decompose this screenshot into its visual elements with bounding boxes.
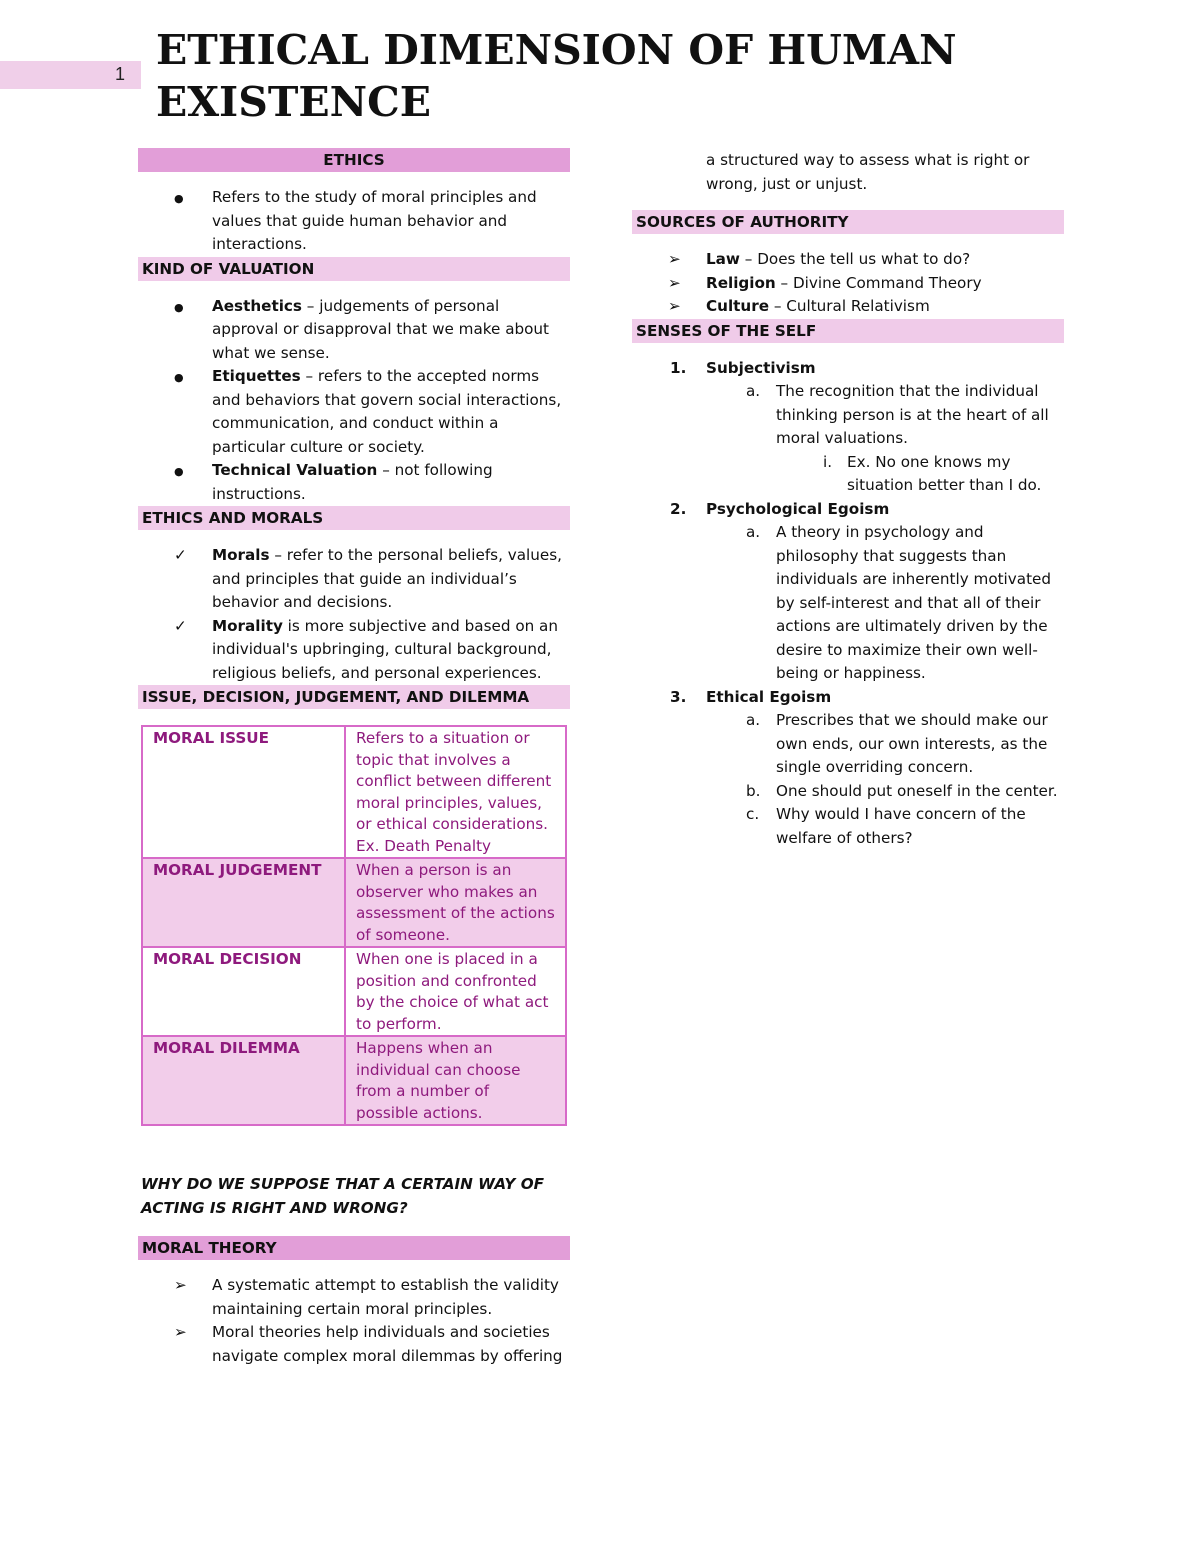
list-item: 1. Subjectivism a. The recognition that the individual thinking person is at the heart of all moral valuations. i. Ex. No one knows my situation better than I do. xyxy=(632,357,1064,498)
list-item: ● Technical Valuation – not following instructions. xyxy=(138,459,570,506)
section-heading-self: SENSES OF THE SELF xyxy=(632,319,1064,343)
table-row xyxy=(142,1036,566,1125)
list-item: ➢ Religion – Divine Command Theory xyxy=(632,272,1064,296)
sub-list xyxy=(706,521,1064,686)
page-number-tab xyxy=(0,61,141,89)
bullet-icon xyxy=(174,459,194,484)
list-item: c. Why would I have concern of the welfare of others? xyxy=(746,805,1026,847)
section-heading-valuation: KIND OF VALUATION xyxy=(138,257,570,281)
authority-list xyxy=(632,248,1064,319)
checkmark-icon xyxy=(174,544,194,568)
bullet-icon xyxy=(174,295,194,320)
question-text: WHY DO WE SUPPOSE THAT A CERTAIN WAY OF ACTING IS RIGHT AND WRONG? xyxy=(141,1175,544,1217)
ethics-list xyxy=(138,186,570,257)
table-cell-term: MORAL DILEMMA xyxy=(142,1036,345,1125)
table-cell-term: MORAL DECISION xyxy=(142,947,345,1036)
list-item: a. A theory in psychology and philosophy that suggests than individuals are inherently motivated by self-interest and that all of their actions are ultimately driven by the desire to maximize their own well-being or happiness. xyxy=(746,523,1052,682)
moral-theory-list xyxy=(138,1274,570,1368)
table-cell-term: MORAL ISSUE xyxy=(142,726,345,858)
sub-list xyxy=(706,709,1064,850)
list-item: i. Ex. No one knows my situation better than I do. xyxy=(823,452,1042,494)
table-row xyxy=(142,858,566,947)
list-item: b. One should put oneself in the center. xyxy=(746,781,1058,800)
list-item: ➢ Culture – Cultural Relativism xyxy=(632,295,1064,319)
section-heading-moral-theory: MORAL THEORY xyxy=(138,1236,570,1260)
checkmark-icon xyxy=(174,615,194,639)
table-cell-desc: Happens when an individual can choose from a number of possible actions. xyxy=(345,1036,566,1125)
moral-theory-continuation: a structured way to assess what is right or wrong, just or unjust. xyxy=(706,151,1030,193)
ethics-morals-list xyxy=(138,544,570,685)
bullet-icon xyxy=(174,186,194,211)
table-row xyxy=(142,726,566,858)
table-cell-desc: When one is placed in a position and confronted by the choice of what act to perform. xyxy=(345,947,566,1036)
moral-terms-table xyxy=(141,725,567,1126)
list-item: a. The recognition that the individual thinking person is at the heart of all moral valuations. i. Ex. No one knows my situation better than I do. xyxy=(706,380,1064,498)
right-column xyxy=(632,149,1064,850)
sub-sub-list xyxy=(776,451,1064,498)
arrow-bullet-icon xyxy=(668,248,688,272)
table-cell-desc: Refers to a situation or topic that involves a conflict between different moral principles, values, or ethical considerations. Ex. Death Penalty xyxy=(345,726,566,858)
list-item: 2. Psychological Egoism a. A theory in psychology and philosophy that suggests than individuals are inherently motivated by self-interest and that all of their actions are ultimately driven by the desire to maximize their own well-being or happiness. xyxy=(632,498,1064,686)
list-item: ● Etiquettes – refers to the accepted norms and behaviors that govern social interactions, communication, and conduct within a particular culture or society. xyxy=(138,365,570,459)
list-item: ● Refers to the study of moral principles and values that guide human behavior and interactions. xyxy=(138,186,570,257)
page-number: 1 xyxy=(114,64,125,84)
section-heading-authority: SOURCES OF AUTHORITY xyxy=(632,210,1064,234)
list-item: ✓ Morality is more subjective and based on an individual's upbringing, cultural background, religious beliefs, and personal experiences. xyxy=(138,615,570,686)
table-row xyxy=(142,947,566,1036)
senses-of-self-list xyxy=(632,357,1064,851)
bullet-icon xyxy=(174,365,194,390)
document-title: ETHICAL DIMENSION OF HUMAN EXISTENCE xyxy=(156,26,957,126)
table-cell-term: MORAL JUDGEMENT xyxy=(142,858,345,947)
list-item: ● Aesthetics – judgements of personal approval or disapproval that we make about what we sense. xyxy=(138,295,570,366)
list-item: a. Prescribes that we should make our own ends, our own interests, as the single overriding concern. xyxy=(746,711,1048,776)
section-heading-ethics: ETHICS xyxy=(138,148,570,172)
section-heading-issue: ISSUE, DECISION, JUDGEMENT, AND DILEMMA xyxy=(138,685,570,709)
list-item: ✓ Morals – refer to the personal beliefs, values, and principles that guide an individual’s behavior and decisions. xyxy=(138,544,570,615)
list-item: 3. Ethical Egoism a. Prescribes that we should make our own ends, our own interests, as the single overriding concern. b. One should put oneself in the center. c. Why would I have concern of the welfare of others? xyxy=(632,686,1064,851)
section-heading-ethics-morals: ETHICS AND MORALS xyxy=(138,506,570,530)
arrow-bullet-icon xyxy=(174,1274,194,1298)
list-item: ➢ Moral theories help individuals and societies navigate complex moral dilemmas by offering xyxy=(138,1321,570,1368)
left-column xyxy=(138,148,570,1368)
list-item: ➢ A systematic attempt to establish the validity maintaining certain moral principles. xyxy=(138,1274,570,1321)
arrow-bullet-icon xyxy=(174,1321,194,1345)
table-cell-desc: When a person is an observer who makes an assessment of the actions of someone. xyxy=(345,858,566,947)
arrow-bullet-icon xyxy=(668,272,688,296)
arrow-bullet-icon xyxy=(668,295,688,319)
sub-list xyxy=(706,380,1064,498)
list-item: ➢ Law – Does the tell us what to do? xyxy=(632,248,1064,272)
valuation-list xyxy=(138,295,570,507)
